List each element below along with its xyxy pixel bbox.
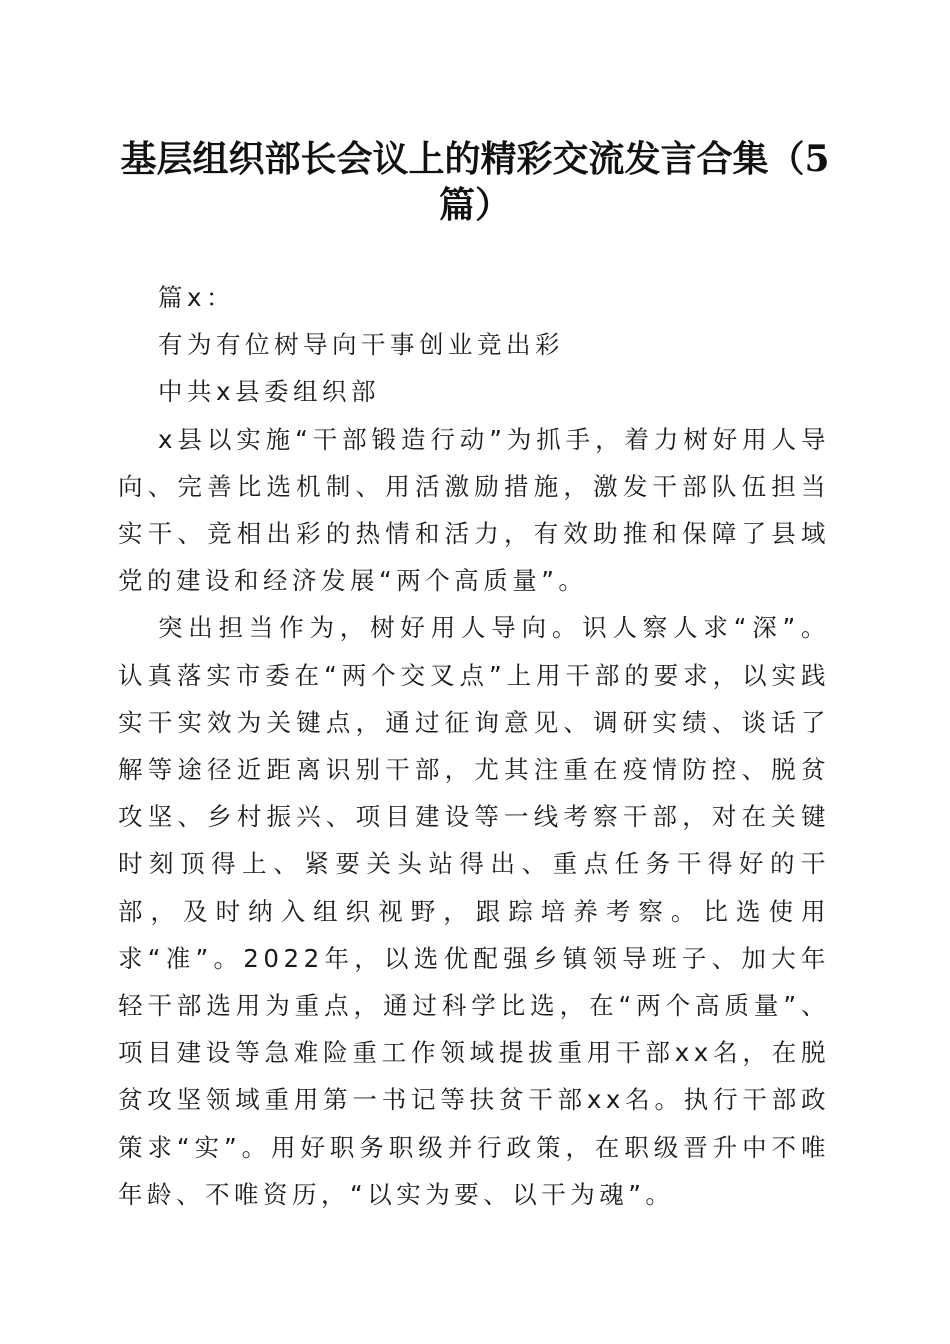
body-paragraph: 突出担当作为，树好用人导向。识人察人求“深”。认真落实市委在“两个交叉点”上用干部的要求，以实践实干实效为关键点，通过征询意见、调研实绩、谈话了解等途径近距离识别干部，尤其注重在疫情防控、脱贫攻坚、乡村振兴、项目建设等一线考察干部，对在关键时刻顶得上、紧要关头站得出、重点任务干得好的干部，及时纳入组织视野，跟踪培养考察。比选使用求“准”。2022年，以选优配强乡镇领导班子、加大年轻干部选用为重点，通过科学比选，在“两个高质量”、项目建设等急难险重工作领域提拔重用干部xx名，在脱贫攻坚领域重用第一书记等扶贫干部xx名。执行干部政策求“实”。用好职务职级并行政策，在职级晋升中不唯年龄、不唯资历，“以实为要、以干为魂”。 bbox=[118, 613, 830, 1209]
section-label: 篇x： bbox=[158, 283, 235, 312]
author-line: 中共x县委组织部 bbox=[158, 377, 380, 407]
document-title: 基层组织部长会议上的精彩交流发言合集（5篇） bbox=[120, 138, 830, 226]
document-body bbox=[118, 274, 830, 1218]
section-heading: 有为有位树导向干事创业竞出彩 bbox=[158, 330, 564, 360]
body-paragraph: x县以实施“干部锻造行动”为抓手，着力树好用人导向、完善比选机制、用活激励措施，激发干部队伍担当实干、竞相出彩的热情和活力，有效助推和保障了县域党的建设和经济发展“两个高质量”。 bbox=[118, 424, 830, 596]
